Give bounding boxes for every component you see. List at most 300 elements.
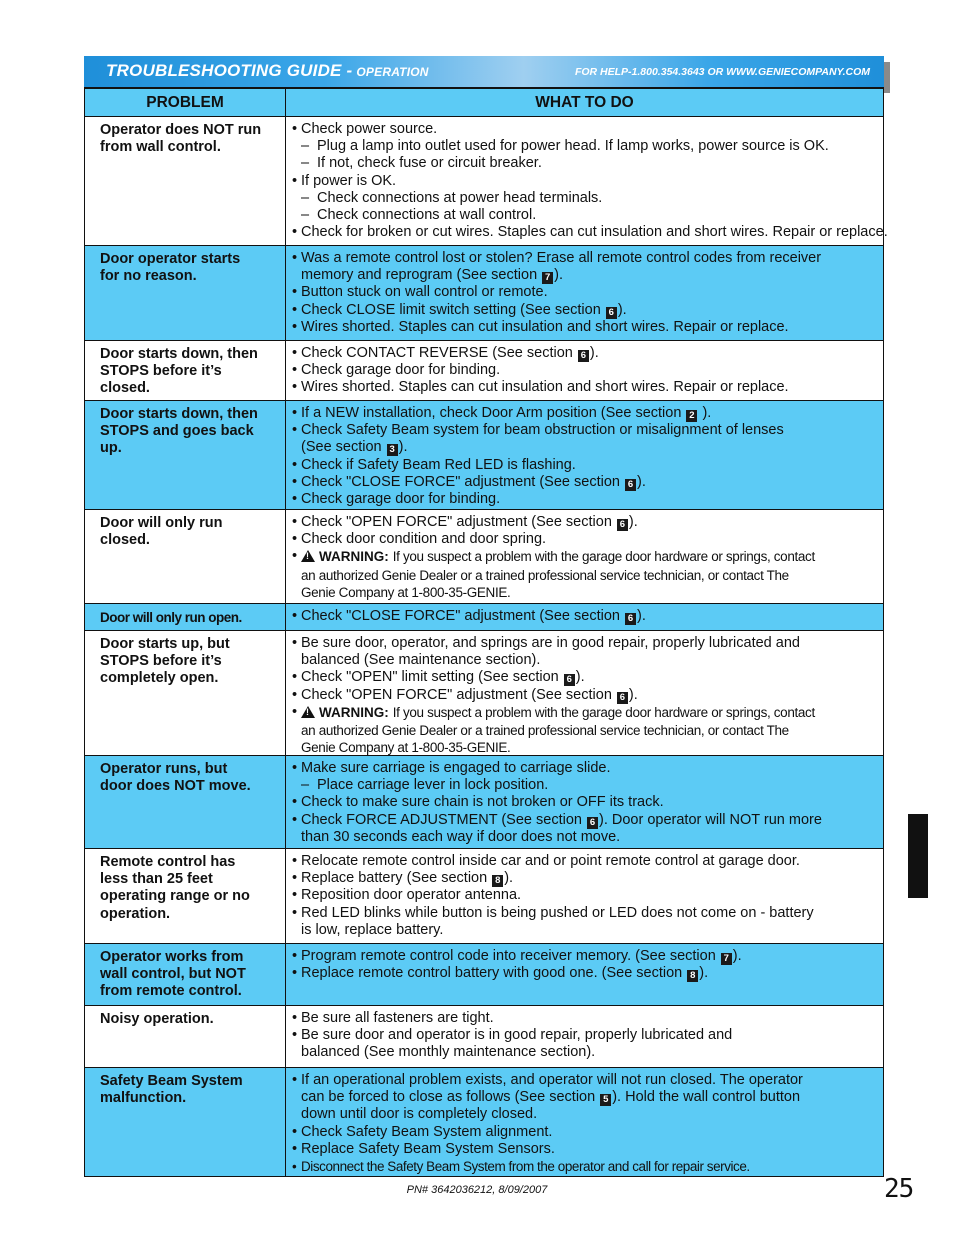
text-part: Replace remote control battery with good one. (See section <box>301 965 687 982</box>
text-part: Check garage door for binding. <box>301 362 501 379</box>
bullet-marker: • <box>292 318 298 335</box>
solution-text <box>301 1089 800 1105</box>
bullet-marker: • <box>292 870 298 887</box>
text-part: than 30 seconds each way if door does not move. <box>301 828 621 845</box>
solution-text <box>301 284 548 301</box>
continuation-text <box>292 1106 875 1123</box>
solution-cell <box>286 117 888 245</box>
continuation-text <box>292 722 875 739</box>
section-badge: 6 <box>625 479 636 491</box>
section-badge: 6 <box>606 307 617 319</box>
bullet-item <box>292 853 875 870</box>
text-part: can be forced to close as follows (See section <box>301 1089 600 1106</box>
column-header-what-to-do: WHAT TO DO <box>286 89 884 116</box>
table-row <box>85 401 884 510</box>
text-part: Check connections at power head terminals. <box>317 189 603 206</box>
bullet-marker: • <box>292 608 298 624</box>
text-part: ). <box>504 870 514 887</box>
text-part: ). <box>617 301 627 318</box>
text-part: Be sure door, operator, and springs are in good repair, properly lubricated and <box>301 635 800 651</box>
solution-cell <box>286 756 884 848</box>
bullet-marker: • <box>292 531 298 548</box>
text-part: Replace battery (See section <box>301 870 492 887</box>
dash-marker: – <box>301 207 310 224</box>
solution-text <box>301 905 814 922</box>
text-part: Check "OPEN FORCE" adjustment (See section <box>301 686 616 703</box>
section-badge: 8 <box>687 970 698 982</box>
solution-text <box>301 887 521 904</box>
solution-text <box>301 1158 750 1175</box>
bullet-item <box>292 319 875 336</box>
bullet-marker: • <box>292 1072 298 1088</box>
solution-text <box>317 155 542 172</box>
bullet-item <box>292 491 875 508</box>
problem-text: Door starts down, then <box>100 346 258 362</box>
bullet-item <box>292 302 875 319</box>
solution-text <box>301 548 815 566</box>
bullet-item <box>292 812 875 829</box>
bullet-item <box>292 474 875 491</box>
problem-text: from remote control. <box>100 983 242 1000</box>
bullet-marker: • <box>292 811 298 828</box>
text-part: (See section <box>301 439 386 456</box>
bullet-item <box>292 1124 875 1141</box>
problem-text: wall control, but NOT <box>100 966 246 983</box>
solution-text <box>301 514 638 531</box>
text-part: Check FORCE ADJUSTMENT (See section <box>301 811 586 828</box>
text-part: Check "CLOSE FORCE" adjustment (See section <box>301 473 624 490</box>
solution-text <box>317 190 602 207</box>
problem-text: STOPS and goes back <box>100 423 254 440</box>
solution-text <box>301 585 510 600</box>
section-badge: 5 <box>600 1094 611 1106</box>
section-badge: 8 <box>492 875 503 887</box>
solution-text <box>301 121 437 138</box>
sub-step <box>292 207 875 224</box>
bullet-item <box>292 687 875 704</box>
problem-text: Door will only run <box>100 515 223 531</box>
solution-cell <box>286 1068 884 1176</box>
bullet-marker: • <box>292 686 298 703</box>
text-part: memory and reprogram (See section <box>301 267 542 284</box>
problem-text: Safety Beam System <box>100 1073 243 1089</box>
problem-cell <box>85 604 286 630</box>
text-part: If power is OK. <box>301 172 397 189</box>
bullet-marker: • <box>292 703 298 720</box>
section-badge: 6 <box>578 350 589 362</box>
text-part: Check CLOSE limit switch setting (See section <box>301 301 605 318</box>
bullet-item <box>292 1141 875 1158</box>
problem-text: STOPS before it’s <box>100 653 222 670</box>
solution-text <box>301 687 638 704</box>
text-part: balanced (See monthly maintenance section). <box>301 1044 596 1061</box>
bullet-item <box>292 794 875 811</box>
text-part: Was a remote control lost or stolen? Erase all remote control codes from receiver <box>301 250 822 266</box>
section-badge: 6 <box>617 692 628 704</box>
solution-text <box>301 568 789 583</box>
continuation-text <box>292 567 875 584</box>
problem-cell <box>85 1068 286 1176</box>
bullet-item <box>292 457 875 474</box>
continuation-text <box>292 922 875 939</box>
solution-text <box>301 1124 552 1141</box>
bullet-item <box>292 870 875 887</box>
problem-text: Door starts up, but <box>100 636 230 652</box>
problem-cell <box>85 756 286 848</box>
solution-cell <box>286 510 884 603</box>
solution-cell <box>286 631 884 755</box>
solution-cell <box>286 341 884 400</box>
bullet-item <box>292 669 875 686</box>
bullet-item <box>292 362 875 379</box>
bullet-marker: • <box>292 224 298 241</box>
text-part: Check CONTACT REVERSE (See section <box>301 345 577 361</box>
problem-text: Operator works from <box>100 949 244 965</box>
solution-text <box>301 1027 732 1044</box>
text-part: ). <box>636 473 646 490</box>
table-row <box>85 341 884 401</box>
bullet-item <box>292 905 875 922</box>
sub-step <box>292 138 875 155</box>
problem-cell <box>85 944 286 1005</box>
warning-text: If you suspect a problem with the garage door hardware or springs, contact <box>392 704 815 720</box>
bullet-item <box>292 887 875 904</box>
solution-text <box>301 922 443 938</box>
bullet-marker: • <box>292 794 298 811</box>
text-part: Check garage door for binding. <box>301 491 501 508</box>
bullet-item <box>292 345 875 362</box>
bullet-item <box>292 1010 875 1027</box>
bullet-item <box>292 284 875 301</box>
solution-text <box>301 652 540 668</box>
bullet-marker: • <box>292 514 298 530</box>
troubleshooting-table <box>84 87 888 1177</box>
help-line: FOR HELP-1.800.354.3643 OR WWW.GENIECOMPANY.COM <box>574 66 870 78</box>
table-row <box>85 246 884 341</box>
text-part: Check if Safety Beam Red LED is flashing. <box>301 456 576 473</box>
text-part: Place carriage lever in lock position. <box>317 777 549 794</box>
table-row <box>85 944 884 1006</box>
bullet-item <box>292 422 875 439</box>
table-row <box>85 1068 884 1177</box>
solution-text <box>301 531 546 548</box>
text-part: ). <box>699 965 709 982</box>
continuation-text <box>292 1089 875 1106</box>
text-part: an authorized Genie Dealer or a trained professional service technician, or contact The <box>301 567 789 583</box>
solution-text <box>301 1106 537 1122</box>
problem-text: Remote control has <box>100 854 236 870</box>
bullet-item <box>292 965 875 982</box>
text-part: Genie Company at 1-800-35-GENIE. <box>301 740 511 756</box>
text-part: If an operational problem exists, and operator will not run closed. The operator <box>301 1072 803 1088</box>
bullet-item <box>292 948 875 965</box>
problem-cell <box>85 631 286 755</box>
solution-text <box>301 829 620 845</box>
bullet-marker: • <box>292 172 298 189</box>
warning-label: WARNING: <box>319 704 389 720</box>
bullet-marker: • <box>292 491 298 508</box>
warning-icon <box>301 550 315 562</box>
bullet-item <box>292 1158 875 1175</box>
solution-text <box>301 302 627 319</box>
solution-text <box>317 777 548 794</box>
solution-cell <box>286 849 884 943</box>
solution-text <box>301 812 822 829</box>
text-part: Wires shorted. Staples can cut insulation and short wires. Repair or replace. <box>301 318 789 335</box>
bullet-marker: • <box>292 548 298 565</box>
solution-text <box>301 794 664 811</box>
bullet-item <box>292 405 875 422</box>
solution-cell <box>286 401 884 509</box>
text-part: ). <box>398 439 408 456</box>
problem-cell <box>85 1006 286 1067</box>
solution-text <box>301 379 789 396</box>
solution-text <box>301 1072 803 1089</box>
warning-label: WARNING: <box>319 549 389 565</box>
problem-text: Noisy operation. <box>100 1011 214 1027</box>
bullet-marker: • <box>292 345 298 361</box>
text-part: Check "OPEN FORCE" adjustment (See section <box>301 514 616 530</box>
problem-text: closed. <box>100 380 150 397</box>
section-badge: 7 <box>542 272 553 284</box>
text-part: ). <box>589 345 599 361</box>
bullet-marker: • <box>292 887 298 904</box>
bullet-marker: • <box>292 1123 298 1140</box>
text-part: Replace Safety Beam System Sensors. <box>301 1140 555 1157</box>
problem-text: for no reason. <box>100 268 197 285</box>
text-part: Check "CLOSE FORCE" adjustment (See section <box>301 608 624 624</box>
warning-text: If you suspect a problem with the garage door hardware or springs, contact <box>392 549 815 565</box>
bullet-marker: • <box>292 1159 297 1175</box>
solution-text <box>301 669 585 686</box>
bullet-marker: • <box>292 250 298 266</box>
solution-text <box>301 704 815 722</box>
text-part: an authorized Genie Dealer or a trained professional service technician, or contact The <box>301 723 789 739</box>
text-part: ). <box>636 608 646 624</box>
text-part: ). <box>554 267 564 284</box>
problem-cell <box>85 341 286 400</box>
section-badge: 3 <box>387 444 398 456</box>
continuation-text <box>292 439 875 456</box>
section-tab <box>908 814 928 898</box>
table-row <box>85 117 888 246</box>
section-badge: 2 <box>686 410 697 422</box>
bullet-item <box>292 224 888 241</box>
header-title: TROUBLESHOOTING GUIDE - OPERATION <box>106 61 429 80</box>
table-row <box>85 604 884 631</box>
bullet-item <box>292 173 875 190</box>
text-part: Check to make sure chain is not broken or OFF its track. <box>301 794 664 811</box>
problem-text: door does NOT move. <box>100 778 251 795</box>
problem-text: malfunction. <box>100 1090 187 1107</box>
table-row <box>85 849 884 944</box>
bullet-item <box>292 608 875 625</box>
problem-text: Door will only run open. <box>100 610 242 625</box>
bullet-item <box>292 514 875 531</box>
solution-text <box>301 250 821 267</box>
text-part: Make sure carriage is engaged to carriage slide. <box>301 760 611 776</box>
solution-text <box>317 207 536 224</box>
table-row <box>85 1006 884 1068</box>
bullet-marker: • <box>292 422 298 439</box>
bullet-marker: • <box>292 965 298 982</box>
solution-text <box>301 1010 494 1027</box>
continuation-text <box>292 829 875 846</box>
solution-text <box>301 740 510 755</box>
solution-text <box>317 138 829 155</box>
solution-text <box>301 224 888 241</box>
problem-cell <box>85 401 286 509</box>
table-row <box>85 756 884 849</box>
solution-cell <box>286 944 884 1005</box>
table-row <box>85 510 884 604</box>
section-badge: 6 <box>625 613 636 625</box>
text-part: If a NEW installation, check Door Arm position (See section <box>301 405 686 421</box>
text-part: Button stuck on wall control or remote. <box>301 284 548 301</box>
text-part: Check Safety Beam System alignment. <box>301 1123 553 1140</box>
continuation-text <box>292 739 875 756</box>
solution-text <box>301 173 396 190</box>
solution-text <box>301 474 646 491</box>
continuation-text <box>292 652 875 669</box>
text-part: ). <box>628 514 638 530</box>
header-subtitle: OPERATION <box>356 65 429 79</box>
dash-marker: – <box>301 138 310 155</box>
bullet-marker: • <box>292 1010 298 1026</box>
solution-text <box>301 948 742 965</box>
bullet-marker: • <box>292 904 298 921</box>
solution-cell <box>286 246 884 340</box>
text-part: Plug a lamp into outlet used for power head. If lamp works, power source is OK. <box>317 138 829 155</box>
text-part: Reposition door operator antenna. <box>301 887 522 904</box>
bullet-item <box>292 1027 875 1044</box>
solution-cell <box>286 1006 884 1067</box>
solution-text <box>301 760 611 777</box>
text-part: Wires shorted. Staples can cut insulation and short wires. Repair or replace. <box>301 379 789 396</box>
text-part: Genie Company at 1-800-35-GENIE. <box>301 584 511 600</box>
bullet-item <box>292 635 875 652</box>
section-badge: 7 <box>721 953 732 965</box>
solution-text <box>301 491 500 508</box>
solution-text <box>301 362 500 379</box>
bullet-item <box>292 379 875 396</box>
text-part: Check power source. <box>301 121 438 137</box>
section-badge: 6 <box>587 817 598 829</box>
text-part: Check connections at wall control. <box>317 207 537 224</box>
text-part: Check for broken or cut wires. Staples can cut insulation and short wires. Repair or replace. <box>301 224 888 241</box>
problem-text: Door operator starts <box>100 251 241 267</box>
solution-text <box>301 965 708 982</box>
bullet-marker: • <box>292 362 298 379</box>
text-part: down until door is completely closed. <box>301 1106 538 1123</box>
text-part: Check Safety Beam system for beam obstruction or misalignment of lenses <box>301 422 784 439</box>
bullet-marker: • <box>292 473 298 490</box>
solution-text <box>301 1044 595 1060</box>
bullet-marker: • <box>292 456 298 473</box>
solution-text <box>301 267 563 283</box>
bullet-marker: • <box>292 121 298 137</box>
problem-cell <box>85 117 286 245</box>
bullet-marker: • <box>292 379 298 396</box>
bullet-item <box>292 121 875 138</box>
problem-text: from wall control. <box>100 139 221 156</box>
problem-text: Door starts down, then <box>100 406 258 422</box>
text-part: ). <box>698 405 712 421</box>
text-part: Relocate remote control inside car and or point remote control at garage door. <box>301 853 800 869</box>
text-part: ). <box>732 948 742 964</box>
bullet-marker: • <box>292 1140 298 1157</box>
solution-text <box>301 635 800 652</box>
continuation-text <box>292 584 875 601</box>
text-part: ). Door operator will NOT run more <box>598 811 822 828</box>
bullet-item <box>292 760 875 777</box>
dash-marker: – <box>301 189 310 206</box>
page-number: 25 <box>884 1174 914 1204</box>
text-part: Check door condition and door spring. <box>301 531 547 548</box>
bullet-marker: • <box>292 853 298 869</box>
text-part: ). <box>628 686 638 703</box>
solution-text <box>301 439 408 455</box>
problem-text: STOPS before it’s <box>100 363 222 380</box>
bullet-marker: • <box>292 1027 298 1044</box>
bullet-marker: • <box>292 760 298 776</box>
text-part: Red LED blinks while button is being pushed or LED does not come on - battery <box>301 904 814 921</box>
bullet-marker: • <box>292 669 298 686</box>
solution-text <box>301 345 599 362</box>
problem-cell <box>85 849 286 943</box>
text-part: ). <box>575 669 585 686</box>
solution-text <box>301 319 789 336</box>
problem-text: less than 25 feet <box>100 871 213 888</box>
bullet-marker: • <box>292 405 298 421</box>
text-part: ). Hold the wall control button <box>612 1089 801 1106</box>
bullet-marker: • <box>292 635 298 651</box>
problem-text: up. <box>100 440 122 457</box>
solution-cell <box>286 604 884 630</box>
solution-text <box>301 853 800 870</box>
bullet-item <box>292 1072 875 1089</box>
text-part: Disconnect the Safety Beam System from the operator and call for repair service. <box>301 1159 750 1175</box>
text-part: Check "OPEN" limit setting (See section <box>301 669 563 686</box>
dash-marker: – <box>301 155 310 172</box>
section-badge: 6 <box>617 519 628 531</box>
bullet-item <box>292 704 875 722</box>
sub-step <box>292 777 875 794</box>
solution-text <box>301 870 513 887</box>
solution-text <box>301 608 646 625</box>
problem-cell <box>85 246 286 340</box>
text-part: If not, check fuse or circuit breaker. <box>317 155 542 172</box>
dash-marker: – <box>301 777 310 794</box>
problem-text: operating range or no <box>100 888 250 905</box>
warning-icon <box>301 706 315 718</box>
solution-text <box>301 457 576 474</box>
continuation-text <box>292 267 875 284</box>
sub-step <box>292 155 875 172</box>
text-part: balanced (See maintenance section). <box>301 652 541 669</box>
table-row <box>85 631 884 756</box>
text-part: is low, replace battery. <box>301 921 444 938</box>
problem-text: Operator runs, but <box>100 761 228 777</box>
text-part: Be sure all fasteners are tight. <box>301 1010 494 1026</box>
part-number: PN# 3642036212, 8/09/2007 <box>406 1184 548 1196</box>
problem-cell <box>85 510 286 603</box>
bullet-item <box>292 548 875 566</box>
bullet-item <box>292 531 875 548</box>
solution-text <box>301 1141 555 1158</box>
bullet-marker: • <box>292 284 298 301</box>
problem-text: completely open. <box>100 670 219 687</box>
